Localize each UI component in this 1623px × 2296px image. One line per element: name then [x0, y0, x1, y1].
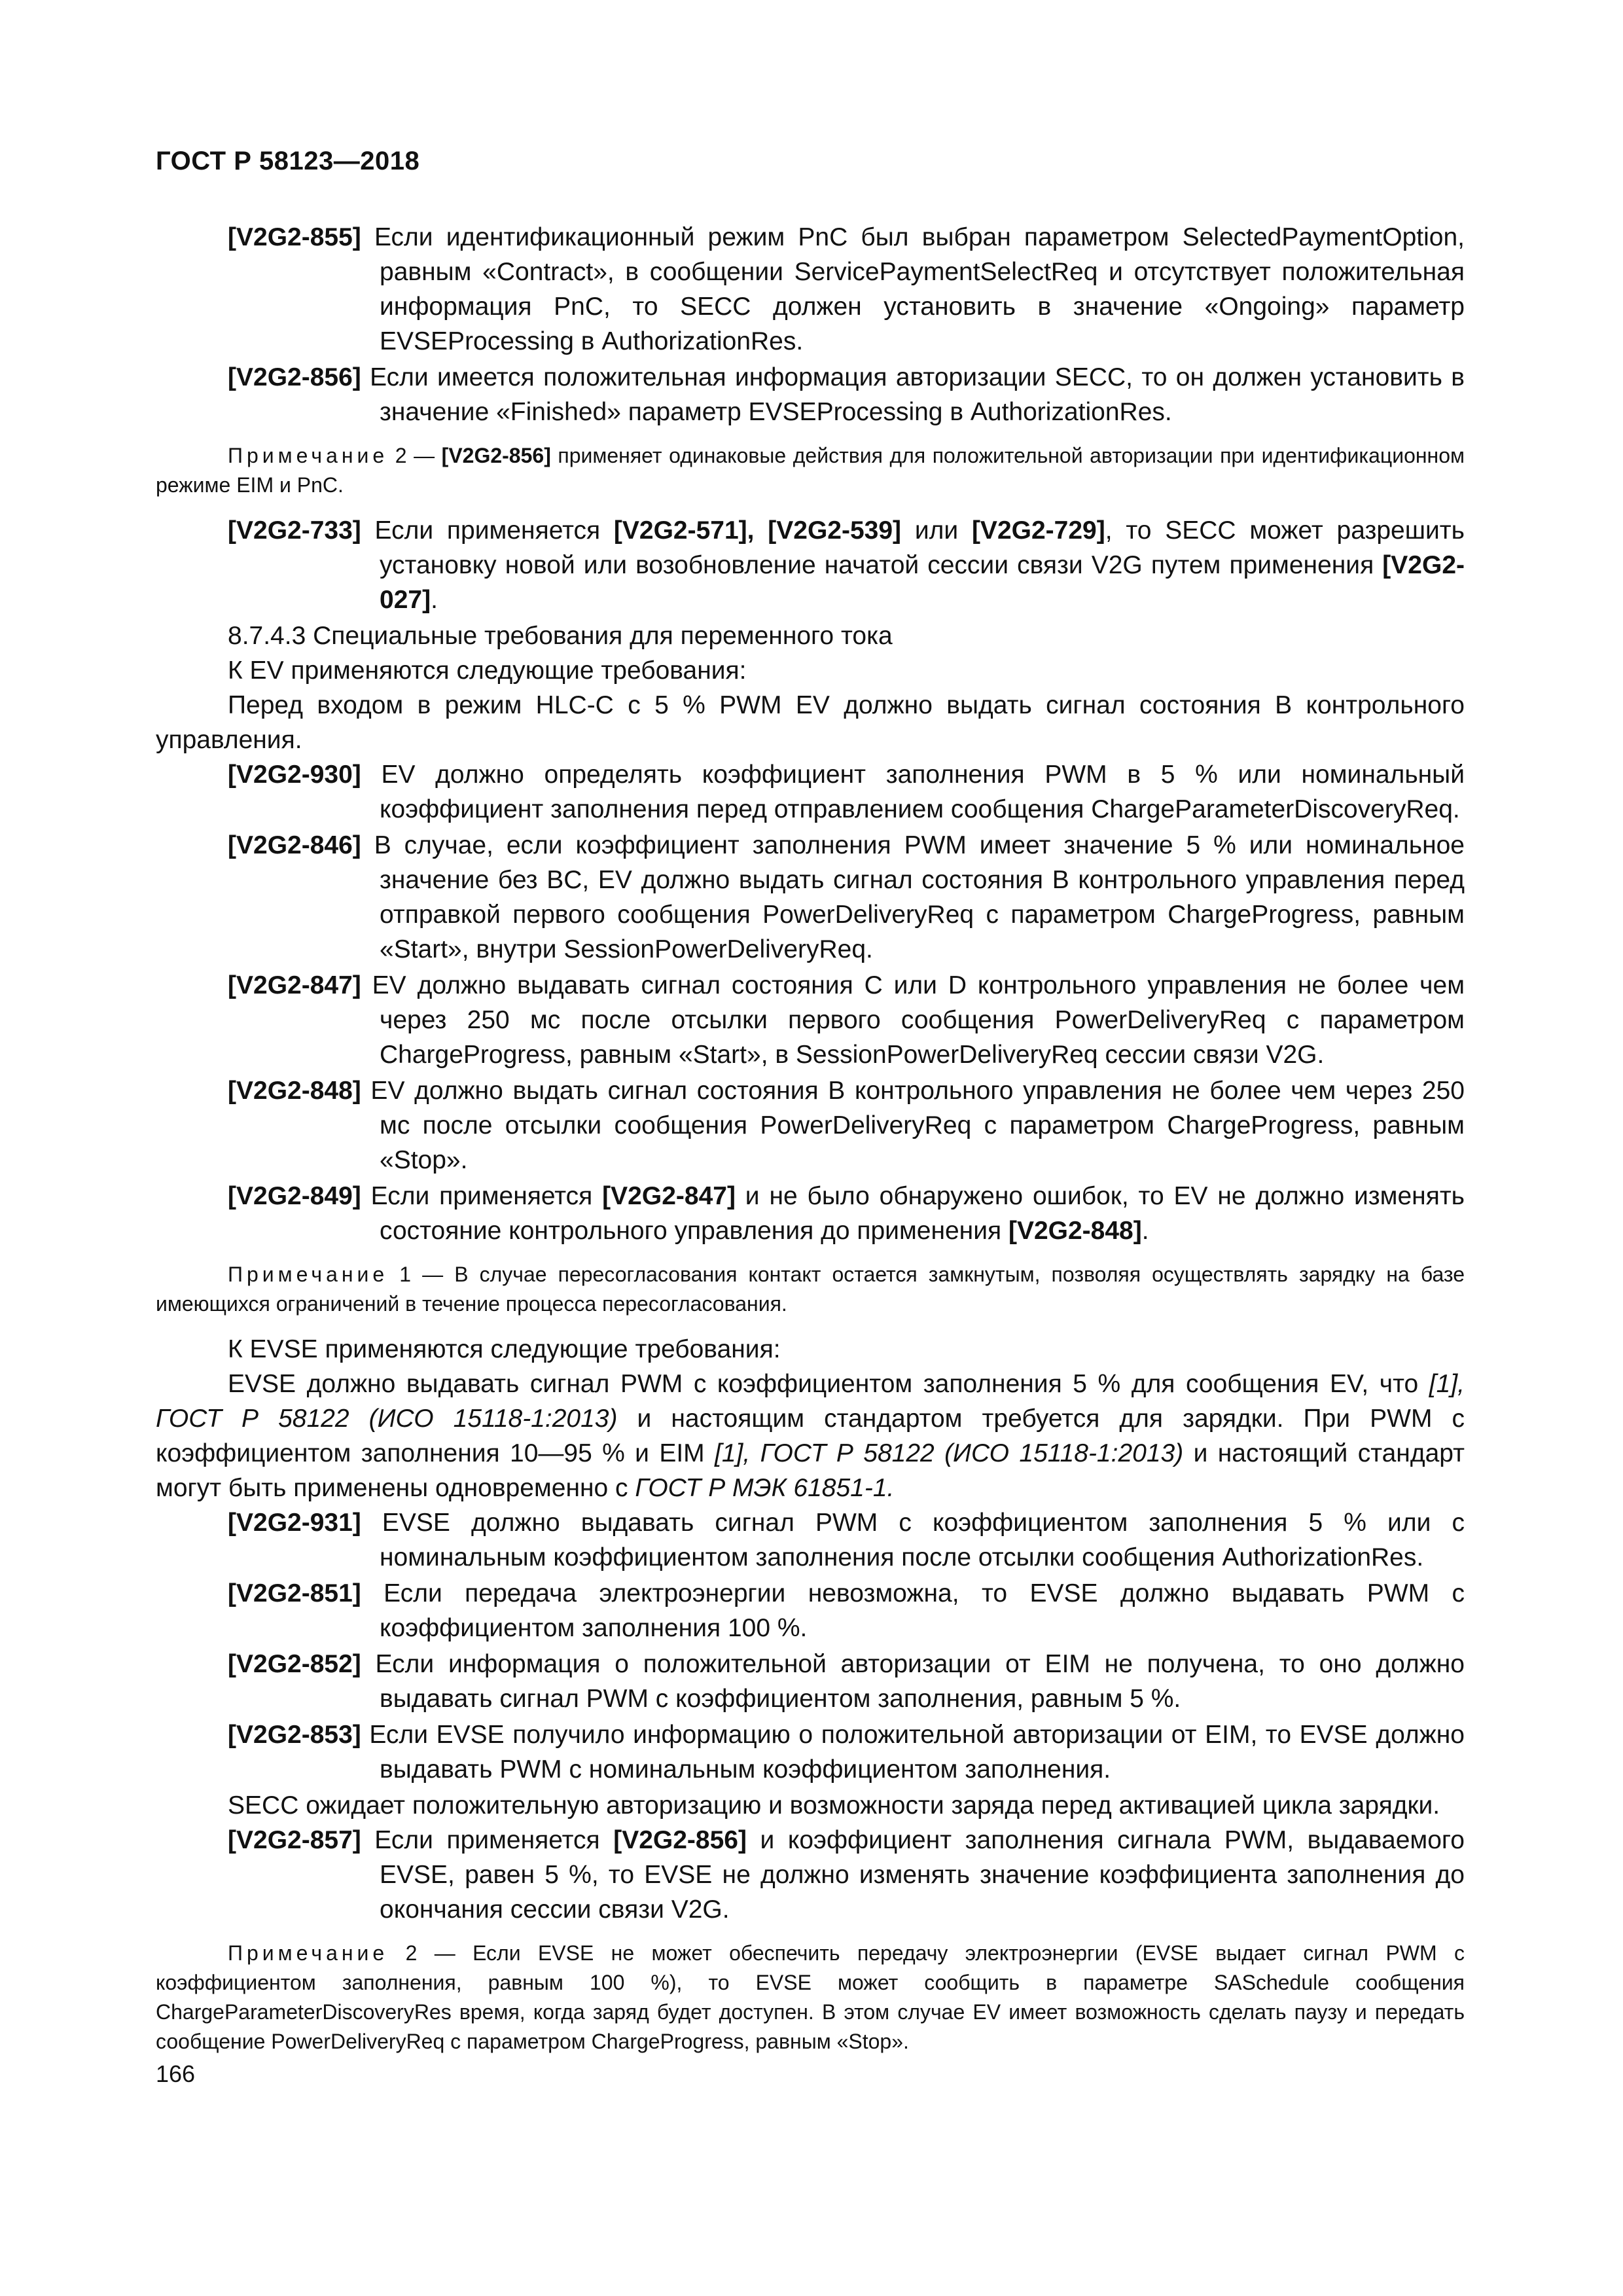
requirement-text: EV должно выдавать сигнал состояния C или D контрольного управления не более чем через 250 мс после отсылки первого сообщения PowerDeliveryReq с параметром ChargeProgress, равным «Start», в SessionPowerDeliveryReq сессии связи V2G.	[361, 971, 1465, 1069]
requirement-text: Если имеется положительная информация авторизации SECC, то он должен установить в значение «Finished» параметр EVSEProcessing в AuthorizationRes.	[361, 363, 1465, 426]
ev-hlc-paragraph: Перед входом в режим HLC-C с 5 % PWM EV должно выдать сигнал состояния B контрольного управления.	[156, 691, 1465, 754]
requirement-847	[156, 968, 1465, 1072]
requirement-reference: [V2G2-847]	[602, 1182, 736, 1210]
requirement-857	[156, 1823, 1465, 1927]
note-text: 1 — В случае пересогласования контакт остается замкнутым, позволяя осуществлять зарядку на базе имеющихся ограничений в течение процесса пересогласования.	[156, 1263, 1465, 1316]
requirement-text: Если идентификационный режим PnC был выбран параметром SelectedPaymentOption, равным «Contract», в сообщении ServicePaymentSelectReq и отсутствует положительная информация PnC, то SECC должен установить в значение «Ongoing» параметр EVSEProcessing в AuthorizationRes.	[361, 223, 1465, 355]
secc-paragraph: SECC ожидает положительную авторизацию и возможности заряда перед активацией цикла зарядки.	[228, 1791, 1440, 1820]
paragraph-text: и настоящим стандартом требуется для зарядки. При PWM с коэффициентом заполнения 10—95 % и EIM	[156, 1405, 1465, 1467]
requirement-text: и коэффициент заполнения сигнала PWM, выдаваемого EVSE, равен 5 %, то EVSE не должно изменять значение коэффициента заполнения до окончания сессии связи V2G.	[380, 1826, 1465, 1924]
requirement-code: [V2G2-930]	[228, 761, 361, 789]
requirement-856	[156, 360, 1465, 429]
note-label: Примечание	[228, 444, 389, 467]
requirement-733	[156, 513, 1465, 617]
requirement-text: Если EVSE получило информацию о положительной авторизации от EIM, то EVSE должно выдавать PWM с номинальным коэффициентом заполнения.	[361, 1721, 1465, 1784]
requirement-852	[156, 1647, 1465, 1716]
requirement-code: [V2G2-853]	[228, 1721, 361, 1749]
requirement-text: Если передача электроэнергии невозможна, то EVSE должно выдавать PWM с коэффициентом заполнения 100 %.	[361, 1579, 1465, 1642]
ev-requirements-intro: К EV применяются следующие требования:	[228, 656, 747, 685]
requirement-reference: [V2G2-027]	[380, 551, 1465, 614]
requirement-code: [V2G2-733]	[228, 516, 361, 545]
requirement-text: В случае, если коэффициент заполнения PWM имеет значение 5 % или номинальное значение без BC, EV должно выдать сигнал состояния B контрольного управления перед отправкой первого сообщения PowerDeliveryReq с параметром ChargeProgress, равным «Start», внутри SessionPowerDeliveryReq.	[361, 831, 1465, 963]
note-number: 2 —	[388, 444, 442, 467]
requirement-code: [V2G2-846]	[228, 831, 361, 859]
requirement-text: или	[901, 516, 972, 545]
requirement-text: Если применяется	[361, 516, 614, 545]
requirement-930	[156, 757, 1465, 827]
requirement-code: [V2G2-931]	[228, 1509, 361, 1537]
requirement-text: и не было обнаружено ошибок, то EV не должно изменять состояние контрольного управления до применения	[380, 1182, 1465, 1245]
note-label: Примечание	[228, 1941, 389, 1965]
note-2-first	[156, 441, 1465, 500]
requirement-reference: [V2G2-571], [V2G2-539]	[613, 516, 902, 545]
requirement-code: [V2G2-848]	[228, 1077, 361, 1105]
document-body	[156, 220, 1465, 2070]
requirement-text: EV должно выдать сигнал состояния B контрольного управления не более чем через 250 мс после отсылки сообщения PowerDeliveryReq с параметром ChargeProgress, равным «Stop».	[361, 1077, 1465, 1174]
requirement-text: .	[431, 586, 438, 614]
note-2-second	[156, 1939, 1465, 2056]
requirement-text: Если применяется	[361, 1182, 603, 1210]
note-text: 2 — Если EVSE не может обеспечить передачу электроэнергии (EVSE выдает сигнал PWM с коэффициентом заполнения, равным 100 %), то EVSE может сообщить в параметре SASchedule сообщения ChargeParameterDiscoveryRes время, когда заряд будет доступен. В этом случае EV имеет возможность сделать паузу и передать сообщение PowerDeliveryReq с параметром ChargeProgress, равным «Stop».	[156, 1941, 1465, 2053]
requirement-code: [V2G2-855]	[228, 223, 361, 251]
requirement-846	[156, 828, 1465, 967]
requirement-text: .	[1141, 1217, 1149, 1245]
requirement-reference: [V2G2-729]	[971, 516, 1105, 545]
standard-reference: [1], ГОСТ Р 58122 (ИСО 15118-1:2013)	[156, 1370, 1465, 1433]
note-reference: [V2G2-856]	[441, 444, 551, 467]
page-number: 166	[156, 2060, 196, 2087]
requirement-text: EV должно определять коэффициент заполнения PWM в 5 % или номинальный коэффициент заполнения перед отправлением сообщения ChargeParameterDiscoveryReq.	[361, 761, 1465, 823]
requirement-code: [V2G2-852]	[228, 1650, 361, 1678]
requirement-text: , то SECC может разрешить установку новой или возобновление начатой сессии связи V2G путем применения	[380, 516, 1465, 579]
requirement-855	[156, 220, 1465, 359]
evse-pwm-paragraph	[156, 1367, 1465, 1505]
standard-reference: [1], ГОСТ Р 58122 (ИСО 15118-1:2013)	[715, 1439, 1184, 1467]
document-header: ГОСТ Р 58123—2018	[156, 147, 420, 175]
requirement-851	[156, 1576, 1465, 1645]
evse-requirements-intro: К EVSE применяются следующие требования:	[228, 1335, 781, 1363]
section-heading-8-7-4-3: 8.7.4.3 Специальные требования для переменного тока	[228, 622, 893, 650]
requirement-848	[156, 1073, 1465, 1177]
requirement-849	[156, 1179, 1465, 1248]
requirement-931	[156, 1505, 1465, 1575]
requirement-code: [V2G2-857]	[228, 1826, 361, 1854]
requirement-text: Если информация о положительной авторизации от EIM не получена, то оно должно выдавать сигнал PWM с коэффициентом заполнения, равным 5 %.	[361, 1650, 1465, 1713]
note-1	[156, 1260, 1465, 1319]
requirement-code: [V2G2-851]	[228, 1579, 361, 1607]
requirement-text: EVSE должно выдавать сигнал PWM с коэффициентом заполнения 5 % или с номинальным коэффициентом заполнения после отсылки сообщения AuthorizationRes.	[361, 1509, 1465, 1571]
paragraph-text: и настоящий стандарт могут быть применены одновременно с	[156, 1439, 1465, 1502]
requirement-reference: [V2G2-848]	[1008, 1217, 1142, 1245]
paragraph-text: EVSE должно выдавать сигнал PWM с коэффициентом заполнения 5 % для сообщения EV, что	[228, 1370, 1429, 1398]
requirement-853	[156, 1717, 1465, 1787]
requirement-code: [V2G2-849]	[228, 1182, 361, 1210]
standard-reference: ГОСТ Р МЭК 61851-1.	[635, 1474, 895, 1502]
requirement-code: [V2G2-856]	[228, 363, 361, 391]
requirement-reference: [V2G2-856]	[613, 1826, 747, 1854]
note-label: Примечание	[228, 1263, 389, 1286]
requirement-text: Если применяется	[361, 1826, 614, 1854]
requirement-code: [V2G2-847]	[228, 971, 361, 999]
note-text: применяет одинаковые действия для положительной авторизации при идентификационном режиме EIM и PnC.	[156, 444, 1465, 497]
